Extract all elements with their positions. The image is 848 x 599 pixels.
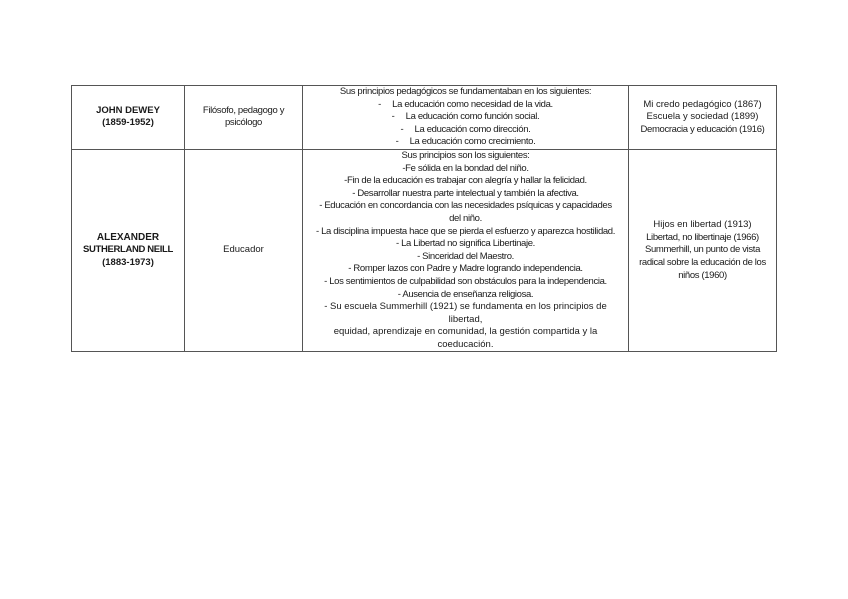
list-item: - Romper lazos con Padre y Madre logrando independencia. [348,263,583,275]
author-years: (1883-1973) [102,256,154,268]
principles-cell [303,86,629,150]
table-row [72,86,777,150]
list-item: - La educación como crecimiento. [395,136,536,148]
principles-intro: Sus principios pedagógicos se fundamentaban en los siguientes: [339,86,592,97]
list-item: -Fe sólida en la bondad del niño. [402,162,529,174]
work-item: Summerhill, un punto de vista radical sobre la educación de los niños (1960) [639,244,766,281]
list-item: -Fin de la educación es trabajar con alegría y hallar la felicidad. [344,175,587,187]
authors-table [71,85,777,352]
works-cell [629,86,777,150]
author-name: JOHN DEWEY [96,104,160,116]
author-role: Filósofo, pedagogo y psicólogo [202,104,285,129]
author-name-cell [72,149,185,352]
principles-intro: Sus principios son los siguientes: [401,149,530,161]
author-role-cell [185,86,303,150]
list-item: - Educación en concordancia con las necesidades psíquicas y capacidades del niño. [319,200,612,224]
author-role-cell [185,149,303,352]
work-item: Libertad, no libertinaje (1966) [646,231,759,243]
list-item: - Desarrollar nuestra parte intelectual y también la afectiva. [352,187,579,199]
author-name: SUTHERLAND NEILL [83,244,173,256]
work-item: Mi credo pedagógico (1867) [643,98,762,110]
works-cell [629,149,777,352]
list-item: - Ausencia de enseñanza religiosa. [397,288,534,300]
work-item: Hijos en libertad (1913) [653,219,752,231]
list-item: - Los sentimientos de culpabilidad son obstáculos para la independencia. [324,275,607,287]
author-role: Educador [223,244,264,256]
list-item: equidad, aprendizaje en comunidad, la gestión compartida y la coeducación. [333,326,598,350]
list-item: - Sinceridad del Maestro. [417,250,514,262]
list-item: - La Libertad no significa Libertinaje. [396,238,535,250]
list-item: - Su escuela Summerhill (1921) se fundamenta en los principios de libertad, [324,301,607,325]
principles-cell [303,149,629,352]
author-name: ALEXANDER [96,231,160,243]
author-years: (1859-1952) [102,117,154,129]
list-item: - La educación como función social. [391,111,540,123]
list-item: - La educación como necesidad de la vida. [378,98,553,110]
table-row [72,149,777,352]
work-item: Democracia y educación (1916) [640,123,765,135]
list-item: - La disciplina impuesta hace que se pierda el esfuerzo y aparezca hostilidad. [315,225,616,237]
author-name-cell [72,86,185,150]
list-item: - La educación como dirección. [400,123,531,135]
work-item: Escuela y sociedad (1899) [646,111,759,123]
